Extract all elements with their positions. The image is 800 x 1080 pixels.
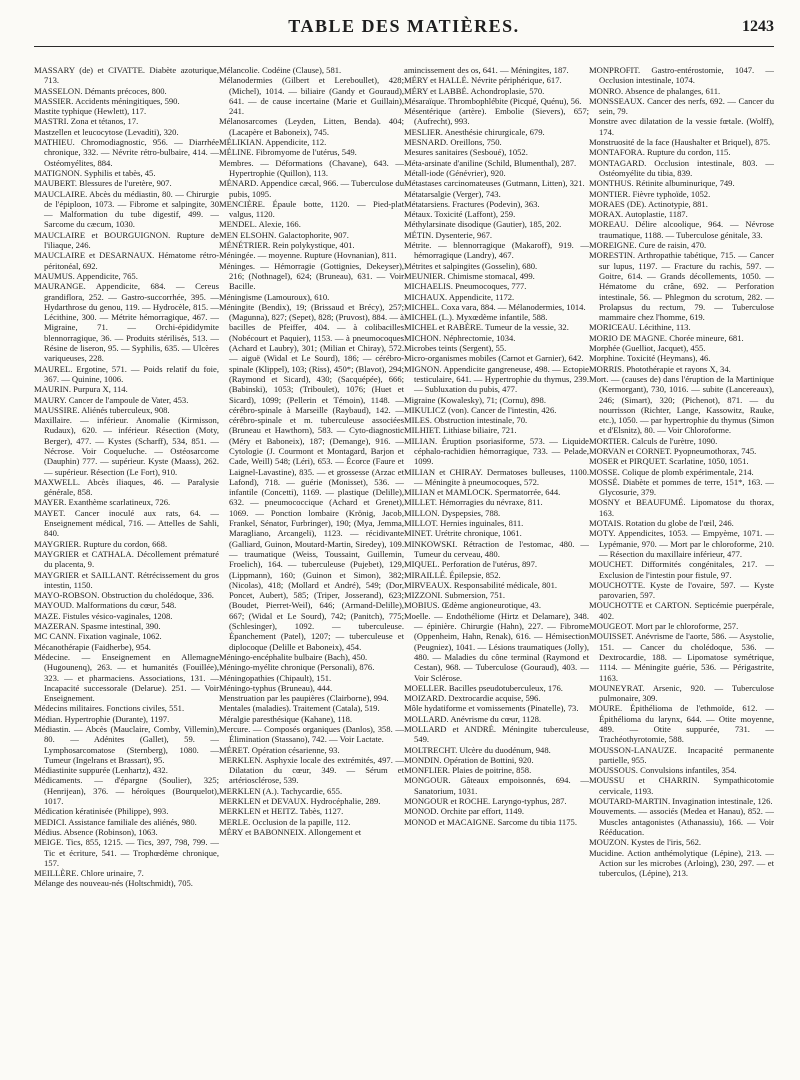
index-entry: Métaux. Toxicité (Laffont), 259.	[404, 209, 516, 220]
index-entry: MINKOWSKI. Rétraction de l'estomac, 480. — Tumeur du cerveau, 480.	[404, 538, 589, 559]
index-entry: MILIAN et CHIRAY. Dermatoses bulleuses, 1100. — Méningite à pneumocoques, 572.	[404, 466, 589, 487]
index-entry: Méningée. — moyenne. Rupture (Hovnanian), 811.	[219, 250, 397, 261]
index-entry: MÉNÉTRIER. Rein polykystique, 401.	[219, 240, 355, 251]
index-entry: Médecins militaires. Fonctions civiles, 551.	[34, 703, 185, 714]
index-entry: Monstruosité de la face (Haushalter et Briquel), 875.	[589, 137, 771, 148]
index-entry: MEUNIER. Chimisme stomacal, 499.	[404, 270, 535, 281]
index-entry: MOTAIS. Rotation du globe de l'œil, 246.	[589, 518, 734, 529]
index-entry: Méningopathies (Chipault), 151.	[219, 672, 332, 683]
page-number: 1243	[742, 18, 774, 35]
index-entry: MIZZONI. Submersion, 751.	[404, 590, 505, 601]
index-entry: MATIGNON. Syphilis et tabès, 45.	[34, 167, 156, 178]
index-entry: MONGOUR et ROCHE. Laryngo-typhus, 287.	[404, 796, 567, 807]
index-entry: MONTAFORA. Rupture du cordon, 115.	[589, 147, 731, 158]
index-entry: Mésaraïque. Thrombophlébite (Picqué, Quénu), 56.	[404, 95, 582, 106]
index-entry: Moelle. — Endothéliome (Hirtz et Delamare), 348. — épinière. Chirurgie (Hahn), 227. — Fibrome (Oppenheim, Hahn, Renak), 616. — Hémisection (Peugniez), 1041. — Lésions traumatiques (Jolly), 480. — Maladies du cône terminal (Raymond et Cestan), 968. — Tuberculose (Gouraud), 403. — Voir Sclérose.	[404, 610, 589, 683]
index-entry: MÉLINE. Fibromyome de l'utérus, 549.	[219, 147, 357, 158]
index-entry: MAXWELL. Abcès iliaques, 46. — Paralysie générale, 858.	[34, 476, 219, 498]
index-entry: MOUCHOTTE. Kyste de l'ovaire, 597. — Kyste parovarien, 597.	[589, 579, 774, 601]
index-entry: MAURY. Cancer de l'ampoule de Vater, 453.	[34, 394, 189, 405]
index-entry: Méninges. — Hémorragie (Gottignies, Dekeyser), 216; (Nothnagel), 624; (Bruneau), 631. — Voir Bacille.	[219, 260, 404, 292]
index-entry: MAYGRIER et CATHALA. Décollement prématuré du placenta, 9.	[34, 548, 219, 570]
index-entry: Métatarsalgie (Verger), 743.	[404, 188, 501, 199]
index-entry: MAYOUD. Malformations du cœur, 548.	[34, 600, 177, 611]
index-entry: Morphine. Toxicité (Heymans), 46.	[589, 353, 711, 364]
index-entry: Médiastinite suppurée (Lenhartz), 432.	[34, 765, 168, 776]
index-entry: Mastzellen et leucocytose (Levaditi), 320.	[34, 126, 179, 137]
index-entry: MOELLER. Bacilles pseudotuberculeux, 176.	[404, 682, 563, 693]
index-entry: Membres. — Déformations (Chavane), 643. — Hypertrophie (Quillon), 113.	[219, 157, 404, 178]
index-entry: MAYO-ROBSON. Obstruction du cholédoque, 336.	[34, 590, 214, 601]
index-entry: MICHEL. Coxa vara, 884. — Mélanodermies, 1014.	[404, 301, 586, 312]
index-entry: MOUZON. Kystes de l'iris, 562.	[589, 837, 702, 848]
index-entry: MERKLEN et DEVAUX. Hydrocéphalie, 289.	[219, 796, 381, 807]
index-entry: Métrite. — blennorragique (Makaroff), 919. — hémorragique (Landry), 467.	[404, 240, 589, 261]
index-entry: MIGNON. Appendicite gangreneuse, 498. — Ectopie testiculaire, 641. — Hypertrophie du thymus, 239. — Subluxation du pubis, 477.	[404, 363, 589, 395]
index-entry: MONGOUR. Gâteaux empoisonnés, 694. — Sanatorium, 1031.	[404, 775, 589, 796]
index-entry: MERKLEN et HEITZ. Tabès, 1127.	[219, 806, 344, 817]
index-entry: MAYET. Cancer inoculé aux rats, 64. — Enseignement médical, 716. — Attelles de Sahli, 840.	[34, 507, 219, 539]
index-entry: MILHIET. Lithiase biliaire, 721.	[404, 425, 517, 436]
index-entry: MÉRET. Opération césarienne, 93.	[219, 744, 340, 755]
index-entry: MONTAGARD. Occlusion intestinale, 803. — Ostéomyélite du tibia, 839.	[589, 157, 774, 178]
index-entry: MICHEL (L.). Myxœdème infantile, 588.	[404, 312, 548, 323]
index-entry: MOIZARD. Dextrocardie acquise, 596.	[404, 693, 541, 704]
index-entry: Médius. Absence (Robinson), 1063.	[34, 826, 158, 837]
index-entry: MÉRY et BABONNEIX. Allongement et	[219, 826, 362, 837]
index-entry: Mentales (maladies). Traitement (Catala), 519.	[219, 703, 380, 714]
index-entry: MEILLÈRE. Chlore urinaire, 7.	[34, 868, 144, 879]
index-entry: MILLON. Dyspepsies, 788.	[404, 507, 501, 518]
index-entry: Médian. Hypertrophie (Durante), 1197.	[34, 713, 170, 724]
index-entry: MOSSÉ. Diabète et pommes de terre, 151*, 163. — Glycosurie, 379.	[589, 476, 774, 498]
index-entry: Mélanodermies (Gilbert et Lereboullet), 428; (Michel), 1014. — biliaire (Gandy et Gouraud), 641. — de cause incertaine (Marie et Guillain), 241.	[219, 75, 404, 117]
index-entry: MERKLEN (A.). Tachycardie, 655.	[219, 785, 343, 796]
index-entry: Mesures sanitaires (Sesboué), 1052.	[404, 147, 528, 158]
index-entry: MORICEAU. Lécithine, 113.	[589, 322, 691, 333]
index-entry: Mélanosarcomes (Leyden, Litten, Benda). 404; (Lacapère et Baboneix), 745.	[219, 116, 404, 137]
index-entry: amincissement des os, 641. — Méningites, 187.	[404, 65, 569, 75]
index-entry: MESNARD. Oreillons, 750.	[404, 137, 502, 148]
index-entry: MEDICI. Assistance familiale des aliénés, 980.	[34, 816, 197, 827]
index-entry: MOREIGNE. Cure de raisin, 470.	[589, 240, 707, 251]
index-entry: MORRIS. Photothérapie et rayons X, 34.	[589, 363, 731, 374]
index-entry: MAUCLAIRE et DESARNAUX. Hématome rétro-péritonéal, 692.	[34, 250, 219, 271]
index-entry: Monstre avec dilatation de la vessie fœtale. (Wolff), 174.	[589, 116, 774, 137]
index-column-2	[219, 65, 404, 889]
index-entry: MOLTRECHT. Ulcère du duodénum, 948.	[404, 744, 551, 755]
index-entry: MILIAN et MAMLOCK. Spermatorrée, 644.	[404, 487, 561, 498]
index-entry: MÉRY et HALLÉ. Névrite périphérique, 617.	[404, 75, 562, 86]
index-columns	[34, 65, 774, 889]
index-entry: Méningo-typhus (Bruneau), 444.	[219, 682, 333, 693]
index-entry: Maxillaire. — inférieur. Anomalie (Kirmisson, Rudaux), 620. — inférieur. Résection (Moty, Berger), 477. — Kystes (Scharff), 534, 851. — Nécrose. Voir Coqueluche. — Ostéosarcome (Dauphin) 777. — supérieur. Kyste (Maass), 262. — supérieur. Résection (Le Fort), 910.	[34, 415, 219, 477]
index-entry: Micro-organismes mobiles (Carnot et Garnier), 642.	[404, 353, 584, 364]
index-entry: Mort. — (causes de) dans l'éruption de la Martinique (Kermorgant), 730, 1016. — subite (Lancereaux), 246; (Simart), 320; (Pichenot), 871. — du nourrisson (Richter, Lange, Kassowitz, Rauke, etc.), 1050. — par hypertrophie du thymus (Simon et d'Elsnitz), 80. — Voir Chloroforme.	[589, 373, 774, 436]
index-entry: MOSSE. Colique de plomb expérimentale, 214.	[589, 466, 754, 477]
index-entry: Méralgie paresthésique (Kahane), 118.	[219, 713, 353, 724]
index-entry: MOREAU. Délire alcoolique, 964. — Névrose traumatique, 1188. — Tuberculose génitale, 33.	[589, 219, 774, 240]
index-entry: MEN ELSOHN. Galactophorite, 907.	[219, 229, 349, 240]
index-column-3	[404, 65, 589, 889]
index-entry: MAZE. Fistules vésico-vaginales, 1208.	[34, 610, 173, 621]
index-entry: MONPROFIT. Gastro-entérostomie, 1047. — Occlusion intestinale, 1074.	[589, 65, 774, 86]
index-entry: Médicaments. — d'épargne (Soulier), 325; (Henrijean), 376. — héroïques (Bourquelot), 1017.	[34, 775, 219, 807]
index-entry: MONFLIER. Plaies de poitrine, 858.	[404, 765, 532, 776]
index-entry: Métatarsiens. Fractures (Podevin), 363.	[404, 198, 540, 209]
index-entry: MICHAELIS. Pneumocoques, 777.	[404, 281, 527, 292]
index-entry: MORESTIN. Arthropathie tabétique, 715. — Cancer sur lupus, 1197. — Fracture du rachis, 597. — Goitre, 614. — Grands décollements, 1050. — Hématome du crâne, 692. — Perforation intestinale, 56. — Phlegmon du scrotum, 282. — Prolapsus du rectum, 79. — Tuberculose mammaire chez l'homme, 619.	[589, 250, 774, 323]
index-entry: MINET. Urétrite chronique, 1061.	[404, 528, 522, 539]
index-entry: MAURANGE. Appendicite, 684. — Cereus grandiflora, 252. — Gastro-succorrhée, 395. — Hydarthrose du genou, 119. — Hydrocèle, 815. — Lécithine, 300. — Métrite hémorragique, 467. — Migraine, 71. — Orchi-épididymite blennorragique, 36. — Produits stérilisés, 513. — Résine de liseron, 95. — Syphilis, 635. — Ulcères variqueuses, 228.	[34, 281, 219, 364]
index-entry: MASSARY (de) et CIVATTE. Diabète azoturique, 713.	[34, 65, 219, 86]
index-entry: Mélange des nouveau-nés (Holtschmidt), 705.	[34, 878, 193, 889]
index-entry: MONRO. Absence de phalanges, 611.	[589, 85, 721, 96]
index-entry: MASTRI. Zona et tétanos, 17.	[34, 116, 139, 127]
index-entry: MOURE. Épithélioma de l'ethmoïde, 612. — Épithélioma du larynx, 644. — Otite moyenne, 489. — Otite suppurée, 731. — Trachéothyrotomie, 588.	[589, 703, 774, 745]
index-entry: Médication kératinisée (Philippe), 993.	[34, 806, 169, 817]
index-entry: Mouvements. — associés (Medea et Hanau), 852. — Muscles antagonistes (Athanassiu), 166. — Voir Rééducation.	[589, 806, 774, 837]
index-entry: Métall-iode (Génévrier), 920.	[404, 167, 506, 178]
index-entry: Môle hydatiforme et vomissements (Pinatelle), 73.	[404, 703, 579, 714]
index-entry: MOUTARD-MARTIN. Invagination intestinale, 126.	[589, 796, 773, 807]
index-entry: MÉNARD. Appendice cæcal, 966. — Tuberculose du pubis, 1095.	[219, 178, 404, 199]
index-entry: MOSNY et BEAUFUMÉ. Lipomatose du thorax, 163.	[589, 497, 774, 518]
index-entry: Médiastin. — Abcès (Mauclaire, Comby, Villemin), 80. — Adénites (Gallet), 59. — Lymphosarcomatose (Sternberg), 1080. — Tumeur (Ingelrans et Brassart), 95.	[34, 724, 219, 765]
index-entry: MONOD et MACAIGNE. Sarcome du tibia 1175.	[404, 816, 577, 827]
index-entry: MERLE. Occlusion de la papille, 112.	[219, 816, 351, 827]
index-entry: MOTY. Appendicites, 1053. — Empyème, 1071. — Lypémanie, 970. — Mort par le chloroforme, 210. — Résection du maxillaire inférieur, 477.	[589, 528, 774, 559]
index-entry: MICHON. Néphrectomie, 1034.	[404, 332, 516, 343]
index-entry: MENDEL. Alexie, 166.	[219, 219, 301, 230]
index-entry: Microbes teints (Sergent), 55.	[404, 343, 507, 354]
page-header	[34, 14, 774, 47]
index-entry: MAYGRIER et SAILLANT. Rétrécissement du gros intestin, 1150.	[34, 569, 219, 590]
index-entry: MAUCLAIRE. Abcès du médiastin, 80. — Chirurgie de l'épiploon, 1073. — Fibrome et salpingite, 30 — Malformation du tube digestif, 499. — Sarcome du cæcum, 1030.	[34, 188, 219, 230]
index-entry: MOUSSON-LANAUZE. Incapacité permanente partielle, 955.	[589, 744, 774, 765]
index-entry: MATHIEU. Chromodiagnostic, 956. — Diarrhée chronique, 332. — Névrite rétro-bulbaire, 414. — Ostéomyélites, 884.	[34, 137, 219, 168]
index-entry: MENCIÈRE. Épaule botte, 1120. — Pied-plat valgus, 1120.	[219, 198, 404, 220]
index-entry: MÉRY et LABBÉ. Achondroplasie, 570.	[404, 85, 545, 96]
index-entry: Mécanothérapie (Faidherbe), 954.	[34, 641, 151, 652]
index-entry: MESLIER. Anesthésie chirurgicale, 679.	[404, 126, 545, 137]
index-entry: MAUCLAIRE et BOURGUIGNON. Rupture de l'iliaque, 246.	[34, 229, 219, 251]
index-entry: MC CANN. Fixation vaginale, 1062.	[34, 631, 162, 642]
index-entry: MOUCHET. Difformités congénitales, 217. — Exclusion de l'intestin pour fistule, 97.	[589, 559, 774, 580]
index-entry: MAUREL. Ergotine, 571. — Poids relatif du foie, 367. — Quinine, 1006.	[34, 363, 219, 384]
index-entry: MICHEL et RABÈRE. Tumeur de la vessie, 32.	[404, 322, 569, 333]
index-entry: Mésentérique (artère). Embolie (Sievers), 657; (Aufrecht), 993.	[404, 106, 589, 127]
index-entry: Méta-arsinate d'aniline (Schild, Blumenthal), 287.	[404, 157, 577, 168]
index-entry: MONTHUS. Rétinite albuminurique, 749.	[589, 178, 735, 189]
index-entry: Méthylarsinate disodique (Gautier), 185, 202.	[404, 219, 562, 230]
index-entry: Méningite (Bendix), 19; (Brissaud et Brécy), 257; (Magunna), 827; (Sepet), 828; (Pruvost), 884. — à bacilles de Pfeiffer, 404. — à colibacilles (Nobécourt et Paquier), 1153. — à pneumocoques (Achard et Laubry), 301; (Milian et Chiray), 572. — aiguë (Widal et Le Sourd), 186; — cérébro-spinale (Klippel), 103; (Riss), 450*; (Blavot), 294; (Raymond et Sicard), 430; (Sacquépée), 666; (Babinski), 1053; (Triboulet), 1076; (Huet et Sicard), 1099; (Pellerin et Témoin), 1148. — cérébro-spinale à Marseille (Raybaud), 142. — cérébro-spinale et m. tuberculeuse associées (Bruneau et Hawthorn), 583. — Cyto-diagnostic (Méry et Baboneix), 187; (Demange), 916. — Cytologie (J. Courmont et Montagard, Barjon et Cade, Weill) 548; (Léri), 653. — Écorce (Faure et Laignel-Lavastine), 835. — et grossesse (Arzac et Lafond), 718. — guérie (Monisset), 536. — infantile (Concetti), 1169. — plastique (Delille), 632. — pneumococcique (Achard et Grenet), 1069. — Ponction lombaire (Krönig, Jacob, Frankel, Sénator, Furbringer), 190; (Mya, Jemma, Maragliano, Arcangeli), 1123. — récidivante (Galliard, Guinon, Moutard-Martin, Siredey), 109. — traumatique (Weiss, Toussaint, Guillemin, Froelich), 164. — tuberculeuse (Pujebet), 129, (Lippmann), 160; (Guinon et Simon), 382; (Nicolas), 418; (Mollard et André), 549; (Dor, Poncet, Aubert), 585; (Triper, Josserand), 623; (Boudet, Pierret-Weil), 646; (Armand-Delille), 667; (Widal et Le Sourd), 742; (Panitch), 775; (Schlesinger), 1092. — tuberculeuse. Épanchement (Patel), 1207; — tuberculeuse et diplocoque (Delille et Baboneix), 454.	[219, 301, 404, 652]
index-entry: Médecine. — Enseignement en Allemagne (Hugounenq), 263. — et humanités (Fouillée), 323. — et pharmaciens. Associations, 131. — Incapacité successorale (Delarue). 251. — Voir Enseignement.	[34, 651, 219, 704]
index-entry: MAUMUS. Appendicite, 765.	[34, 270, 138, 281]
index-entry: MOBIUS. Œdème angioneurotique, 43.	[404, 600, 542, 611]
index-entry: MORAES (DE). Actinotypie, 881.	[589, 198, 708, 209]
index-entry: MIRVEAUX. Responsabilité médicale, 801.	[404, 579, 558, 590]
index-entry: MEIGE. Tics, 855, 1215. — Tics, 397, 798, 799. — Tic et écriture, 541. — Trophœdème chronique, 157.	[34, 837, 219, 868]
index-entry: Menstruation par les paupières (Clairborne), 994.	[219, 693, 389, 704]
index-entry: MERKLEN. Asphyxie locale des extrémités, 497. — Dilatation du cœur, 349. — Sérum et artériosclérose, 539.	[219, 754, 404, 786]
index-entry: MORIO DE MAGNE. Chorée mineure, 681.	[589, 332, 744, 343]
index-entry: Mucidine. Action anthémolytique (Lépine), 213. — Action sur les microbes (Arloing), 230, 297. — et tuberculos, (Lépine), 213.	[589, 847, 774, 879]
index-entry: MÉLIKIAN. Appendicite, 112.	[219, 137, 327, 148]
index-entry: MAYER. Exanthème scarlatineux, 726.	[34, 497, 171, 508]
index-entry: MILLOT. Hernies inguinales, 811.	[404, 518, 524, 529]
index-entry: MAURIN. Purpura X, 114.	[34, 384, 128, 395]
index-entry: Migraine (Kowalesky), 71; (Cornu), 898.	[404, 394, 547, 405]
index-entry: MASSELON. Démants précoces, 800.	[34, 85, 167, 96]
index-entry: MORAX. Autoplastie, 1187.	[589, 209, 688, 220]
index-entry: MOLLARD et ANDRÉ. Méningite tuberculeuse, 549.	[404, 724, 589, 745]
index-entry: MOUISSET. Anévrisme de l'aorte, 586. — Asystolie, 151. — Cancer du cholédoque, 536. — Dextrocardie, 188. — Lipomatose symétrique, 1114. — Méningite guérie, 536. — Périgastrite, 1163.	[589, 631, 774, 683]
page-title: TABLE DES MATIÈRES.	[288, 16, 520, 36]
index-entry: Méningisme (Lamouroux), 610.	[219, 291, 330, 302]
index-entry: MOUGEOT. Mort par le chloroforme, 257.	[589, 621, 739, 632]
index-entry: MIRAILLÉ. Épilepsie, 852.	[404, 569, 501, 580]
index-entry: MAYGRIER. Rupture du cordon, 668.	[34, 538, 168, 549]
index-entry: MORTIER. Calculs de l'urètre, 1090.	[589, 435, 718, 446]
index-entry: Mélancolie. Codéine (Clause), 581.	[219, 65, 342, 75]
index-entry: MIQUEL. Perforation de l'utérus, 897.	[404, 559, 538, 570]
index-entry: MOLLARD. Anévrisme du cœur, 1128.	[404, 713, 542, 724]
index-column-4	[589, 65, 774, 889]
index-entry: MAUBERT. Blessures de l'uretère, 907.	[34, 178, 172, 189]
index-entry: Métastases carcinomateuses (Gutmann, Litten), 321.	[404, 178, 585, 189]
index-entry: MOSER et PIRQUET. Scarlatine, 1050, 1051.	[589, 456, 749, 467]
index-entry: MORVAN et CORNET. Pyopneumothorax, 745.	[589, 445, 757, 456]
index-entry: MILIAN. Éruption psoriasiforme, 573. — Liquide céphalo-rachidien hémorragique, 733. — Pelade, 1099.	[404, 435, 589, 467]
index-entry: Mastite typhique (Hewlett), 117.	[34, 106, 147, 117]
index-entry: Méningo-myélite chronique (Personali), 876.	[219, 662, 375, 673]
index-entry: Métrites et salpingites (Gosselin), 680.	[404, 260, 538, 271]
index-entry: MOUCHOTTE et CARTON. Septicémie puerpérale, 402.	[589, 600, 774, 621]
index-entry: MAZERAN. Spasme intestinal, 390.	[34, 621, 161, 632]
index-column-1	[34, 65, 219, 889]
index-entry: Morphée (Guelliot, Jacquet), 455.	[589, 343, 706, 354]
index-entry: MIKULICZ (von). Cancer de l'intestin, 426.	[404, 404, 557, 415]
index-entry: MOUSSU et CHARRIN. Sympathicotomie cervicale, 1193.	[589, 775, 774, 796]
index-entry: Méningo-encéphalite bulbaire (Bach), 450.	[219, 651, 368, 662]
index-entry: MONOD. Orchite par effort, 1149.	[404, 806, 525, 817]
index-entry: MICHAUX. Appendicite, 1172.	[404, 291, 515, 302]
index-entry: MÉTIN. Dysenterie, 967.	[404, 229, 493, 240]
index-entry: Mercure. — Composés organiques (Danlos), 358. — Élimination (Stassano), 742. — Voir Lactate.	[219, 724, 404, 745]
index-entry: MAUSSIRE. Aliénés tuberculeux, 908.	[34, 404, 170, 415]
index-entry: MOUSSOUS. Convulsions infantiles, 354.	[589, 765, 737, 776]
index-entry: MILLET. Hémorragies du névraxe, 811.	[404, 497, 543, 508]
index-entry: MONTIER. Fièvre typhoïde, 1052.	[589, 188, 711, 199]
index-entry: MILES. Obstruction intestinale, 70.	[404, 415, 528, 426]
index-entry: MONSSEAUX. Cancer des nerfs, 692. — Cancer du sein, 79.	[589, 95, 774, 117]
index-entry: MONDIN. Opération de Bottini, 920.	[404, 754, 534, 765]
index-entry: MOUNEYRAT. Arsenic, 920. — Tuberculose pulmonaire, 309.	[589, 682, 774, 704]
index-entry: MASSIER. Accidents méningitiques, 590.	[34, 95, 180, 106]
